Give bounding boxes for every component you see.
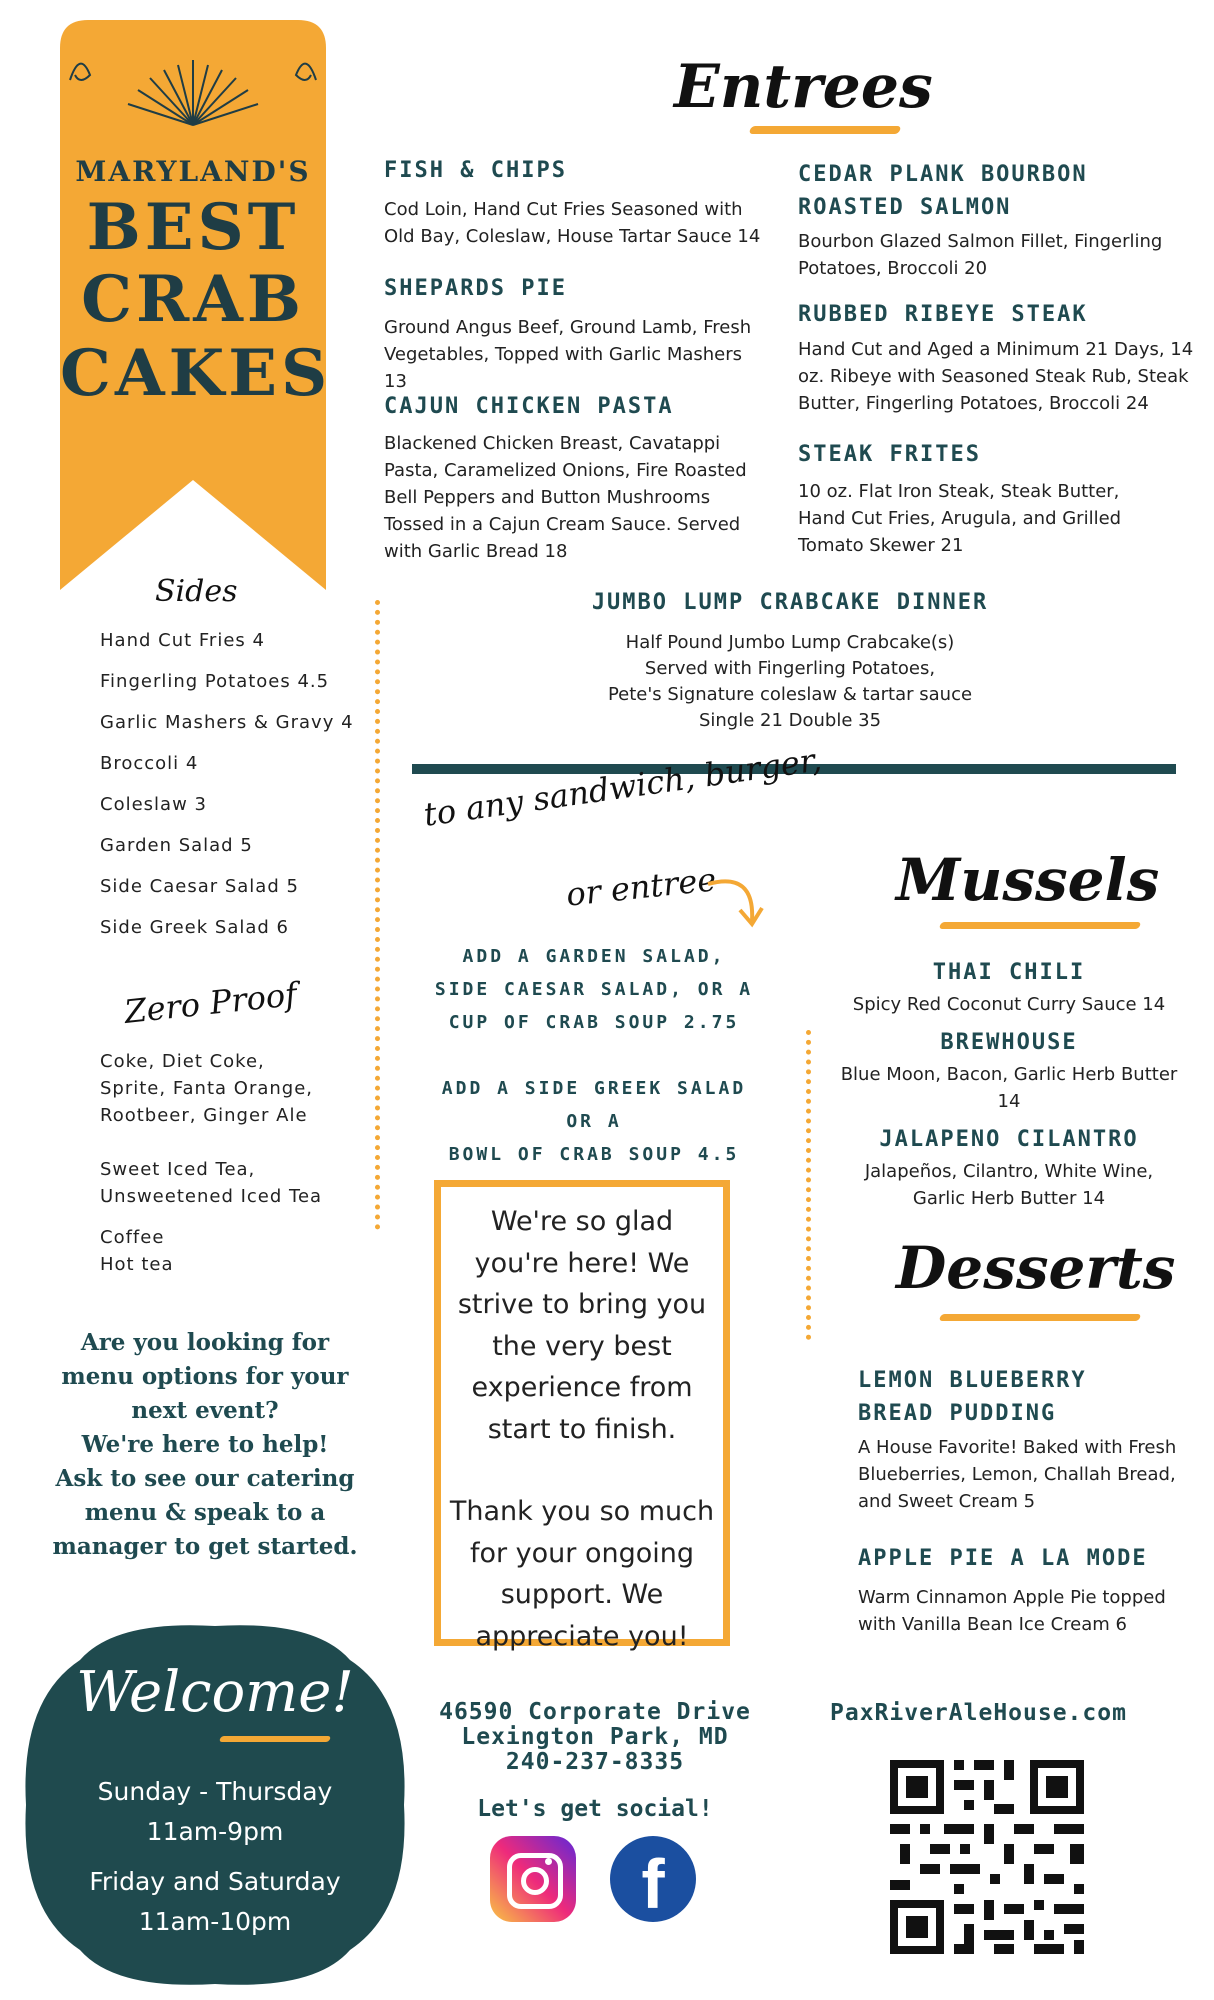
mussels-underline xyxy=(939,922,1142,929)
hours-days: Sunday - Thursday xyxy=(97,1777,333,1806)
list-item: Broccoli 4 xyxy=(100,753,199,774)
thanks-line: strive to bring you xyxy=(457,1289,707,1320)
mussel-desc: Spicy Red Coconut Curry Sauce 14 xyxy=(852,994,1166,1015)
crabcake-line: Single 21 Double 35 xyxy=(698,710,882,731)
zero-proof-list xyxy=(100,1048,322,1278)
addon-line: ADD A GARDEN SALAD, xyxy=(462,946,726,967)
entree-name: STEAK FRITES xyxy=(798,442,981,467)
address-line: 46590 Corporate Drive xyxy=(439,1699,751,1725)
dotted-divider xyxy=(375,600,380,1230)
list-item: Coke, Diet Coke, xyxy=(100,1051,265,1072)
entree-name: SHEPARDS PIE xyxy=(384,276,567,301)
thanks-line: the very best xyxy=(492,1330,672,1362)
address-block xyxy=(420,1700,770,1775)
entree-name: CAJUN CHICKEN PASTA xyxy=(384,394,674,419)
addon-line: ADD A SIDE GREEK SALAD OR A xyxy=(441,1078,747,1132)
entree-name: RUBBED RIBEYE STEAK xyxy=(798,302,1088,327)
catering-line: menu options for your xyxy=(61,1363,349,1390)
list-item: Rootbeer, Ginger Ale xyxy=(100,1105,308,1126)
dessert-name-line: LEMON BLUEBERRY xyxy=(858,1368,1087,1393)
banner-line-2: BEST xyxy=(86,190,300,265)
list-item: Hand Cut Fries 4 xyxy=(100,630,265,651)
instagram-icon[interactable] xyxy=(490,1836,576,1922)
thanks-line: appreciate you! xyxy=(475,1620,689,1652)
list-item: Side Greek Salad 6 xyxy=(100,917,289,938)
sides-list xyxy=(100,630,354,958)
dessert-desc: A House Favorite! Baked with Fresh Blueberries, Lemon, Challah Bread, and Sweet Cream 5 xyxy=(858,1437,1177,1512)
list-item: Unsweetened Iced Tea xyxy=(100,1186,323,1207)
entree-name: FISH & CHIPS xyxy=(384,158,567,183)
catering-line: We're here to help! xyxy=(81,1431,329,1458)
thanks-line: you're here! We xyxy=(474,1247,690,1279)
mussel-name: BREWHOUSE xyxy=(940,1030,1078,1055)
dotted-divider xyxy=(806,1030,811,1340)
hours-time: 11am-9pm xyxy=(146,1817,284,1846)
catering-line: menu & speak to a xyxy=(84,1499,326,1526)
mussel-desc: Blue Moon, Bacon, Garlic Herb Butter 14 xyxy=(840,1064,1178,1112)
catering-line: Ask to see our catering xyxy=(55,1465,355,1492)
welcome-badge xyxy=(20,1620,410,1990)
zero-proof-title: Zero Proof xyxy=(122,975,299,1031)
sunburst-icon xyxy=(60,40,326,160)
dessert-name-line: BREAD PUDDING xyxy=(858,1401,1057,1426)
crabcake-desc xyxy=(520,630,1060,734)
catering-line: next event? xyxy=(131,1397,279,1424)
phone-number: 240-237-8335 xyxy=(505,1749,685,1775)
welcome-title: Welcome! xyxy=(76,1660,354,1725)
mussel-name: THAI CHILI xyxy=(932,960,1086,985)
qr-code-icon[interactable] xyxy=(884,1754,1090,1960)
list-item: Coleslaw 3 xyxy=(100,794,207,815)
mussels-title: Mussels xyxy=(896,846,1160,914)
mussel-desc: Garlic Herb Butter 14 xyxy=(912,1188,1106,1209)
entree-desc: Cod Loin, Hand Cut Fries Seasoned with Old Bay, Coleslaw, House Tartar Sauce 14 xyxy=(384,199,761,247)
list-item: Sweet Iced Tea, xyxy=(100,1159,256,1180)
addon-line: BOWL OF CRAB SOUP 4.5 xyxy=(448,1144,740,1165)
entree-desc: 10 oz. Flat Iron Steak, Steak Butter, Hand Cut Fries, Arugula, and Grilled Tomato Skewer 21 xyxy=(798,481,1122,556)
thanks-line: for your ongoing xyxy=(469,1537,695,1569)
welcome-underline xyxy=(219,1736,331,1742)
addon-script-2: or entree xyxy=(564,860,718,914)
hours-time: 11am-10pm xyxy=(138,1907,292,1936)
mussel-name: JALAPENO CILANTRO xyxy=(879,1127,1139,1152)
list-item: Garden Salad 5 xyxy=(100,835,253,856)
mussel-desc: Jalapeños, Cilantro, White Wine, xyxy=(864,1161,1154,1182)
hours-days: Friday and Saturday xyxy=(89,1867,341,1896)
entree-desc: Blackened Chicken Breast, Cavatappi Pasta, Caramelized Onions, Fire Roasted Bell Peppers and Button Mushrooms Tossed in a Cajun Cream Sauce. Served with Garlic Bread 18 xyxy=(384,433,747,562)
entree-desc: Bourbon Glazed Salmon Fillet, Fingerling Potatoes, Broccoli 20 xyxy=(798,231,1163,279)
social-label: Let's get social! xyxy=(477,1796,713,1822)
catering-text xyxy=(40,1326,370,1564)
facebook-icon[interactable]: f xyxy=(610,1836,696,1922)
entrees-title: Entrees xyxy=(674,52,933,122)
thanks-line: Thank you so much xyxy=(449,1496,715,1527)
catering-line: manager to get started. xyxy=(52,1533,358,1560)
dessert-name xyxy=(858,1364,1087,1430)
entree-desc: Hand Cut and Aged a Minimum 21 Days, 14 oz. Ribeye with Seasoned Steak Rub, Steak Butter, Fingerling Potatoes, Broccoli 24 xyxy=(798,339,1194,414)
address-line: Lexington Park, MD xyxy=(461,1724,729,1750)
catering-line: Are you looking for xyxy=(80,1329,330,1356)
crabcake-line: Pete's Signature coleslaw & tartar sauce xyxy=(607,684,973,705)
banner xyxy=(60,20,332,590)
welcome-hours xyxy=(20,1772,410,1942)
addon-block-1 xyxy=(424,940,764,1039)
curved-arrow-icon xyxy=(700,866,770,936)
thanks-line: support. We xyxy=(500,1579,664,1610)
banner-line-3: CRAB xyxy=(81,262,305,337)
crabcake-name: JUMBO LUMP CRABCAKE DINNER xyxy=(591,590,989,615)
thanks-box xyxy=(434,1180,730,1652)
sides-title: Sides xyxy=(155,574,238,609)
crabcake-line: Half Pound Jumbo Lump Crabcake(s) xyxy=(625,632,955,653)
addon-line: SIDE CAESAR SALAD, OR A xyxy=(434,979,754,1000)
banner-line-4: CAKES xyxy=(60,336,332,411)
addon-script-1: to any sandwich, burger, xyxy=(421,740,824,834)
entree-name: CEDAR PLANK BOURBON ROASTED SALMON xyxy=(798,162,1088,220)
thanks-line: start to finish. xyxy=(487,1413,677,1445)
list-item: Garlic Mashers & Gravy 4 xyxy=(100,712,354,733)
website-link[interactable]: PaxRiverAleHouse.com xyxy=(830,1700,1127,1726)
list-item: Sprite, Fanta Orange, xyxy=(100,1078,314,1099)
list-item: Fingerling Potatoes 4.5 xyxy=(100,671,330,692)
thanks-spacer xyxy=(441,1450,723,1491)
list-item: Coffee xyxy=(100,1227,165,1248)
thanks-line: We're so glad xyxy=(490,1206,674,1237)
list-item: Side Caesar Salad 5 xyxy=(100,876,299,897)
list-item: Hot tea xyxy=(100,1254,174,1275)
addon-block-2 xyxy=(424,1072,764,1171)
thanks-line: experience from xyxy=(471,1372,693,1403)
entrees-underline xyxy=(749,126,902,134)
desserts-underline xyxy=(939,1314,1142,1321)
banner-line-1: MARYLAND'S xyxy=(75,155,311,188)
dessert-desc: Warm Cinnamon Apple Pie topped with Vanilla Bean Ice Cream 6 xyxy=(858,1587,1166,1635)
desserts-title: Desserts xyxy=(896,1234,1176,1302)
addon-line: CUP OF CRAB SOUP 2.75 xyxy=(448,1012,740,1033)
entree-desc: Ground Angus Beef, Ground Lamb, Fresh Vegetables, Topped with Garlic Mashers 13 xyxy=(384,317,752,392)
dessert-name: APPLE PIE A LA MODE xyxy=(858,1546,1148,1571)
crabcake-line: Served with Fingerling Potatoes, xyxy=(644,658,936,679)
mussels-list xyxy=(834,960,1184,1212)
